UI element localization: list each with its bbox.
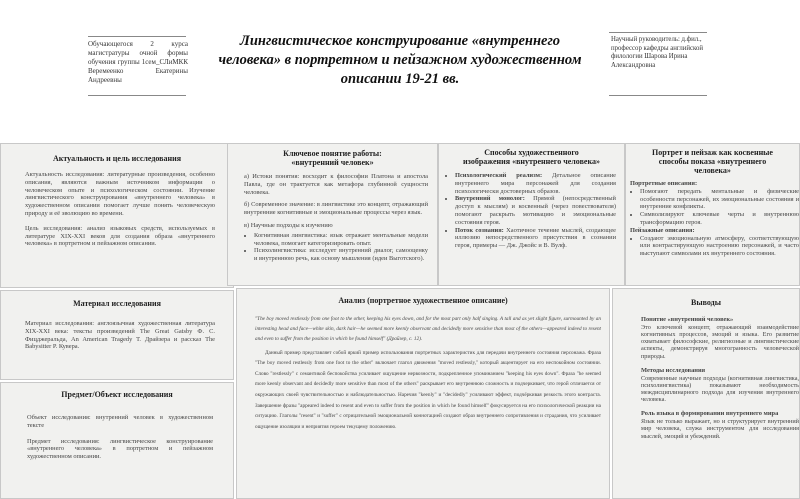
concept-origin: а) Истоки понятия: восходит к философии Платона и апостола Павла, где он трактуется как метафора глубинной сущности человека.: [244, 173, 428, 196]
divider: [609, 95, 707, 96]
divider: [88, 95, 186, 96]
author-info: Обучающегося 2 курса магистратуры очной формы обучения группы 1сем_СЛиМКК Веремеенко Екатерины Андреевны: [88, 40, 188, 84]
conclusion-title: Понятие «внутренний человек»: [641, 316, 734, 323]
concept-approaches: в) Научные подходы к изучению: [244, 221, 333, 229]
portrait-list: [630, 188, 799, 227]
conclusion-title: Роль языка в формировании внутреннего мира: [641, 410, 779, 418]
analysis-panel: [236, 288, 610, 499]
goal-text: Цель исследования: анализ языковых средств, используемых в литературе XIX-XXI веков для создания образа «внутреннего человека» в портретном и пейзажном описании.: [25, 224, 215, 248]
analysis-text: Данный пример представляет собой яркий пример использования портретных характеристик для передачи внутреннего состояния персонажа. Фраза "The boy moved restlessly from one foot to the other" включает глагол движения "moved restlessly," который акцентирует на его неспокойном состоянии. Слово "restlessly" с семантикой беспокойства усиливает ощущение нервозности, подкрепленное упоминанием "keeping his eyes down". Фраза "he seemed more keenly observant and decidedly more sensitive than most of the others" раскрывает его внутреннюю сложность и подчеркивает, что герой отличается от окружающих своей чувствительностью и наблюдательностью. Наречия "keenly" и "decidedly" усиливают эффект, подчёркивая резкость этого контраста. Завершение фразы "appeared indeed to resent and even to suffer from the position in which he found himself" фокусируется на его психологической реакции на ситуацию. Глаголы "resent" и "suffer" с отрицательной эмоциональной коннотацией создают образ внутреннего сопротивления и страдания, что усиливает ощущение изоляции и неприятия героем текущему положению.: [255, 349, 601, 430]
analysis-quote: "The boy moved restlessly from one foot to the other, keeping his eyes down, and for the most part only half singing. A tall and as yet slight figure, surmounted by an interesting head and face—white skin, dark hair—he seemed more keenly observant and decidedly more sensitive than most of the others—appeared indeed to resent and even to suffer from the position in which he found himself" (Драйзер, с. 12).: [255, 316, 601, 343]
concept-meaning: б) Современное значение: в лингвистике это концепт, отражающий внутренние когнитивные и эмоциональные процессы через язык.: [244, 201, 428, 217]
section-heading: Портрет и пейзаж как косвенные способы показа «внутреннего человека»: [652, 148, 773, 175]
key-concept-panel: [227, 143, 438, 286]
actuality-panel: [0, 143, 234, 288]
poster-title: Лингвистическое конструирование «внутреннего человека» в портретном и пейзажном художественном описании 19-21 вв.: [218, 33, 582, 87]
divider: [609, 32, 707, 33]
portrait-label: Портретные описания:: [630, 180, 698, 187]
list-item: • Когнитивная лингвистика: язык отражает ментальные модели человека, помогает категоризировать опыт.: [254, 232, 428, 248]
actuality-text: Актуальность исследования: литературные произведения, особенно описания, являются важным источником информации о человеческом опыте и психологическом состоянии. Изучение лингвистического конструирования «внутреннего человека» в художественном описании помогает лучше понять человеческую природу и её эволюцию во времени.: [25, 171, 215, 217]
divider: [88, 36, 186, 37]
landscape-list: [630, 235, 799, 258]
list-item: • Поток сознания: Хаотичное течение мыслей, создающее иллюзию непосредственного присутствия в сознании героя, примеры — Дж. Джойс и В. Вулф.: [455, 227, 616, 250]
section-heading: Ключевое понятие работы: «внутренний человек»: [283, 149, 382, 167]
methods-list: [445, 172, 616, 250]
conclusion-text: Язык не только выражает, но и структурирует внутренний мир человека, служа инструментом для исследования мыслей, эмоций и убеждений.: [641, 418, 799, 440]
conclusion-title: Методы исследования: [641, 366, 706, 374]
object-text: Объект исследования: внутренний человек в художественном тексте: [27, 414, 213, 429]
list-item: • Психологический реализм: Детальное описание внутреннего мира персонажей для создания психологически достоверных образов.: [455, 172, 616, 195]
section-heading: Способы художественного изображения «внутреннего человека»: [463, 148, 600, 166]
portrait-panel: [625, 143, 800, 286]
approaches-list: [244, 232, 428, 263]
material-text: Материал исследования: англоязычная художественная литература XIX-XXI века: тексты произведений The Great Gatsby Ф. С. Фицджеральда, An American Tragedy Т. Драйзера и рассказ The Babysitter Р. Кувера.: [25, 320, 215, 351]
list-item: • Помогают передать ментальные и физические особенности персонажей, их эмоциональные состояния и внутренние конфликты.: [640, 188, 799, 211]
methods-panel: [438, 143, 625, 286]
section-heading: Выводы: [691, 298, 721, 307]
conclusions-panel: [612, 288, 800, 499]
section-heading: Анализ (портретное художественное описание): [338, 296, 508, 305]
list-item: • Символизируют ключевые черты и внутреннюю трансформацию героя.: [640, 211, 799, 227]
list-item: • Внутренний монолог: Прямой (непосредственный доступ к мыслям) и косвенный (через повествователя) помогают раскрыть мотивацию и эмоциональные состояния героя.: [455, 195, 616, 226]
advisor-info: Научный руководитель: д.фил., профессор кафедры английской филологии Шарова Ирина Александровна: [611, 36, 703, 69]
list-item: • Психолингвистика: исследует внутренний диалог, самооценку и внутреннюю речь, как основу мышления (идеи Выготского).: [254, 247, 428, 263]
conclusion-text: Современные научные подходы (когнитивная лингвистика, психолингвистика) показывают необходимость междисциплинарного подхода для изучения внутреннего человека.: [641, 374, 799, 404]
material-panel: [0, 290, 234, 380]
landscape-label: Пейзажные описания:: [630, 226, 695, 234]
section-heading: Материал исследования: [73, 299, 161, 308]
conclusion-text: Это ключевой концепт, отражающий взаимодействие когнитивных процессов, эмоций и языка. Его развитие охватывает философские, религиозные и лингвистические аспекты, демонстрируя многогранность человеческой природы.: [641, 323, 799, 360]
poster-header: [0, 0, 800, 140]
section-heading: Актуальность и цель исследования: [52, 154, 182, 163]
section-heading: Предмет/Объект исследования: [61, 390, 173, 399]
subject-panel: [0, 382, 234, 499]
list-item: • Создают эмоциональную атмосферу, соответствующую или контрастирующую настроению персонажей, и часто выступают символами их внутреннего состояния.: [640, 235, 799, 258]
subject-text: Предмет исследования: лингвистическое конструирование «внутреннего человека» в портретном и пейзажном художественном описании.: [27, 437, 213, 461]
